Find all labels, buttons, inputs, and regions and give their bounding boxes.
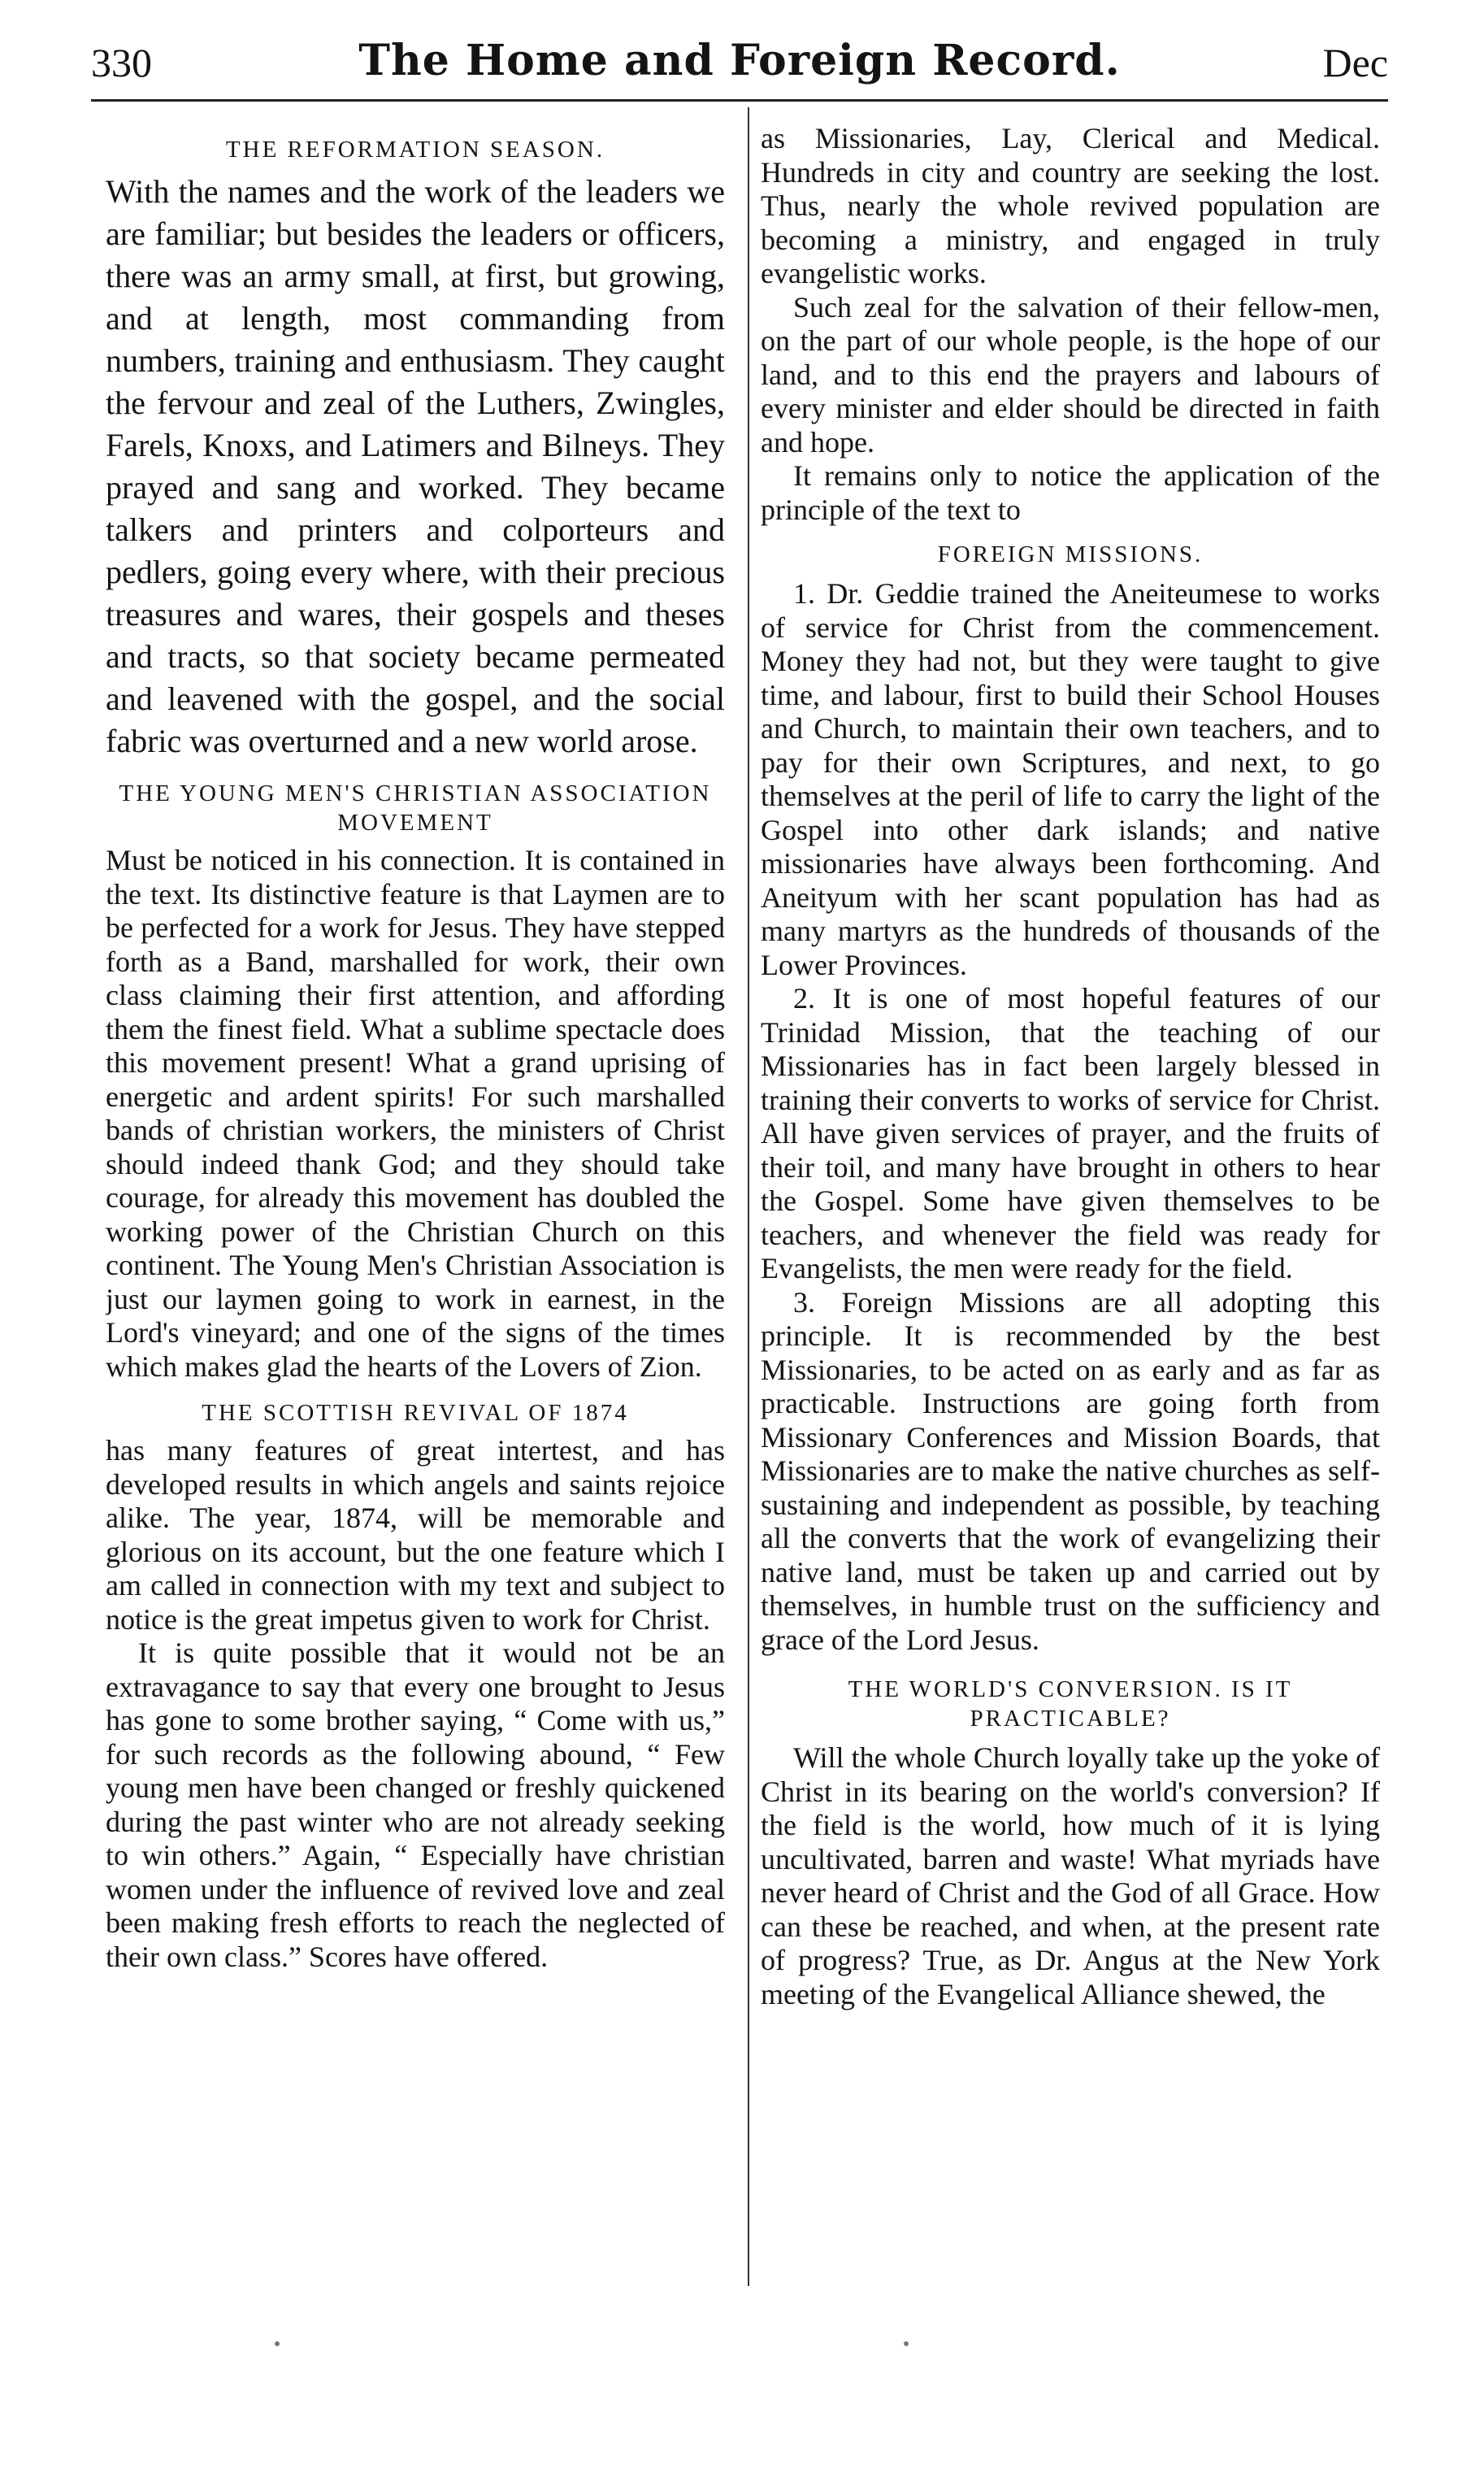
paragraph: Will the whole Church loyally take up the yoke of Christ in its bearing on the world's conversion? If the field is the world, how much of it is lying uncultivated, barren and waste! What myriads have never heard of Christ and the God of all Grace. How can these be reached, and when, at the present rate of progress? True, as Dr. Angus at the New York meeting of the Evangelical Alliance shewed, the xyxy=(761,1741,1380,2010)
paragraph: Such zeal for the salvation of their fellow-men, on the part of our whole people, is the hope of our land, and to this end the prayers and labours of every minister and elder should be directed in faith and hope. xyxy=(761,290,1380,459)
paragraph: With the names and the work of the leaders we are familiar; but besides the leaders or officers, there was an army small, at first, but growing, and at length, most commanding from numbers, training and enthusiasm. They caught the fervour and zeal of the Luthers, Zwingles, Farels, Knoxs, and Latimers and Bilneys. They prayed and sang and worked. They became talkers and printers and colporteurs and pedlers, going every where, with their precious treasures and wares, their gospels and theses and tracts, so that society became permeated and leavened with the gospel, and the social fabric was overturned and a new world arose. xyxy=(106,173,725,759)
paragraph: It remains only to notice the application of the principle of the text to xyxy=(761,459,1380,526)
heading-reformation-season: THE REFORMATION SEASON. xyxy=(225,137,605,163)
header-rule xyxy=(91,99,1388,102)
running-header xyxy=(91,34,1388,91)
heading-foreign-missions: FOREIGN MISSIONS. xyxy=(937,541,1204,567)
paragraph: has many features of great intertest, and has developed results in which angels and saints rejoice alike. The year, 1874, will be memorable and glorious on its account, but the one feature which I am called in connection with my text and subject to notice is the great impetus given to work for Christ. xyxy=(106,1434,725,1636)
heading-ymca-movement: THE YOUNG MEN'S CHRISTIAN ASSOCIATION MOVEMENT xyxy=(119,780,712,836)
print-speck xyxy=(275,2341,280,2346)
column-divider xyxy=(748,107,749,2286)
month-label: Dec xyxy=(1322,40,1388,85)
left-column xyxy=(106,122,725,2284)
print-speck xyxy=(904,2341,909,2346)
right-column xyxy=(761,122,1380,2284)
heading-scottish-revival: THE SCOTTISH REVIVAL OF 1874 xyxy=(202,1400,629,1426)
page-number: 330 xyxy=(91,40,152,85)
paragraph: 1. Dr. Geddie trained the Aneiteumese to works of service for Christ from the commencement. Money they had not, but they were taught to give time, and labour, first to build their School Houses and Church, to maintain their own teachers, and to pay for their own Scriptures, and next, to go themselves at the peril of life to carry the light of the Gospel into other dark islands; and native missionaries have always been forthcoming. And Aneityum with her scant population has had as many martyrs as the hundreds of thousands of the Lower Provinces. xyxy=(761,577,1380,981)
paragraph: It is quite possible that it would not be an extravagance to say that every one brought to Jesus has gone to some brother saying, “ Come with us,” for such records as the following abound, “ Few young men have been changed or freshly quickened during the past winter who are not already seeking to win others.” Again, “ Especially have christian women under the influence of revived love and zeal been making fresh efforts to reach the neglected of their own class.” Scores have offered. xyxy=(106,1636,725,1973)
journal-title: The Home and Foreign Record. xyxy=(358,36,1121,85)
paragraph: 2. It is one of most hopeful features of our Trinidad Mission, that the teaching of our Missionaries has in fact been largely blessed in training their converts to works of service for Christ. All have given services of prayer, and the fruits of their toil, and many have brought in others to hear the Gospel. Some have given themselves to be teachers, and whenever the field was ready for Evangelists, the men were ready for the field. xyxy=(761,982,1380,1284)
paragraph: as Missionaries, Lay, Clerical and Medical. Hundreds in city and country are seeking the lost. Thus, nearly the whole revived population are becoming a ministry, and engaged in truly evangelistic works. xyxy=(761,122,1380,289)
paragraph: Must be noticed in his connection. It is contained in the text. Its distinctive feature is that Laymen are to be perfected for a work for Jesus. They have stepped forth as a Band, marshalled for work, their own class claiming their first attention, and affording them the finest field. What a sublime spectacle does this movement present! What a grand uprising of energetic and ardent spirits! For such marshalled bands of christian workers, the ministers of Christ should indeed thank God; and they should take courage, for already this movement has doubled the working power of the Christian Church on this continent. The Young Men's Christian Association is just our laymen going to work in earnest, in the Lord's vineyard; and one of the signs of the times which makes glad the hearts of the Lovers of Zion. xyxy=(106,844,725,1383)
heading-worlds-conversion: THE WORLD'S CONVERSION. IS IT PRACTICABLE? xyxy=(848,1676,1293,1732)
paragraph: 3. Foreign Missions are all adopting this principle. It is recommended by the best Missionaries, to be acted on as early and as far as practicable. Instructions are going forth from Missionary Conferences and Mission Boards, that Missionaries are to make the native churches as self-sustaining and independent as possible, by teaching all the converts that the work of evangelizing their native land, must be taken up and carried out by themselves, in humble trust on the sufficiency and grace of the Lord Jesus. xyxy=(761,1285,1380,1656)
